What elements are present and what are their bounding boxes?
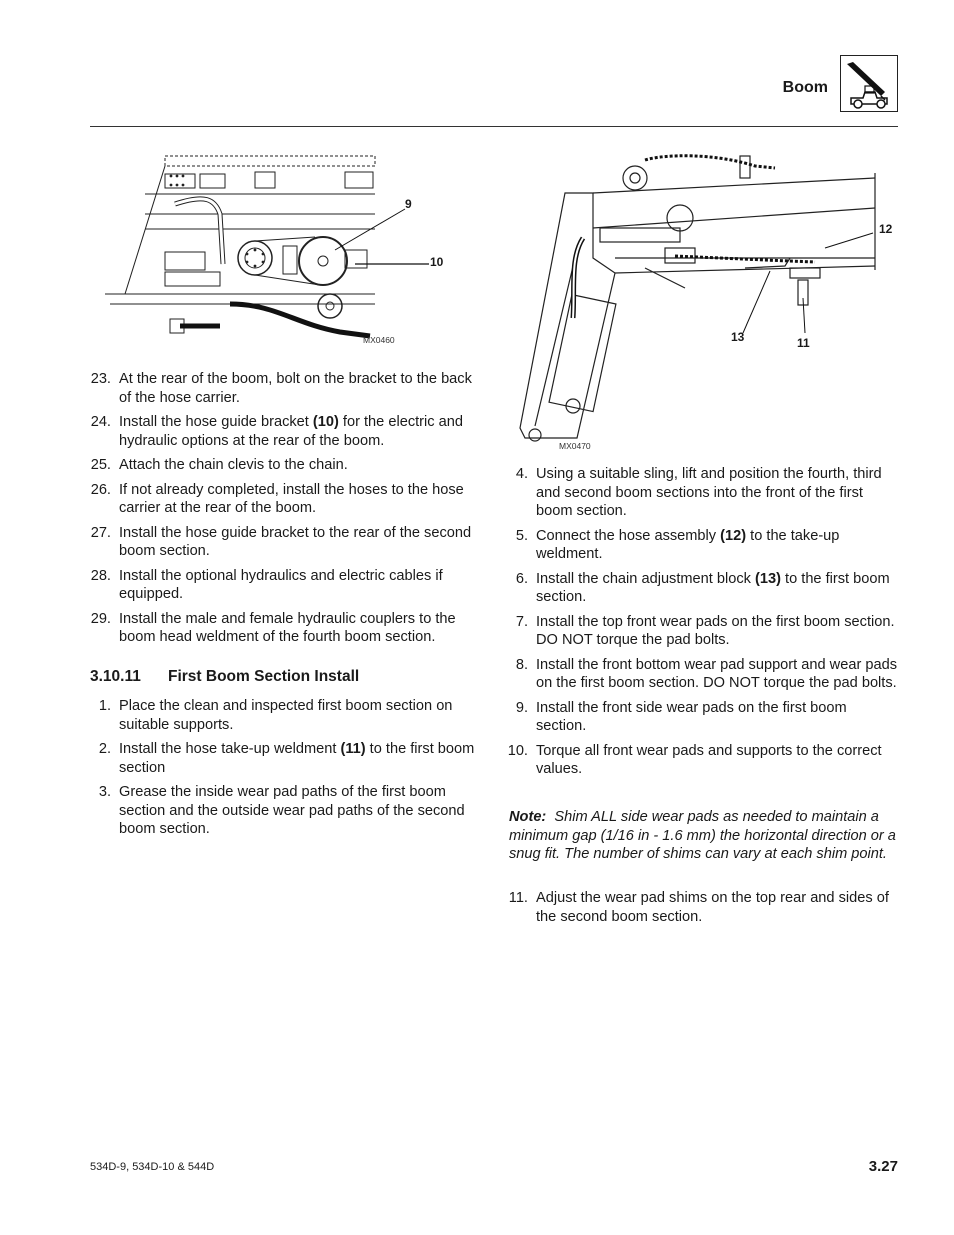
section-heading: 3.10.11 First Boom Section Install: [90, 668, 360, 685]
figure-hose-carrier: [105, 154, 435, 349]
list-item: 8. Install the front bottom wear pad support and wear pads on the first boom section. DO NOT torque the pad bolts.: [515, 656, 898, 691]
list-item: 24. Install the hose guide bracket (10) for the electric and hydraulic options at the rear of the boom.: [90, 414, 463, 449]
list-item: 11. Adjust the wear pad shims on the top rear and sides of the second boom section.: [508, 890, 889, 925]
note-label: Note:: [509, 809, 547, 825]
header-divider: [90, 126, 898, 127]
list-item: 4. Using a suitable sling, lift and position the fourth, third and second boom sections into the front of the first boom section.: [515, 466, 882, 519]
procedure-steps-final: [507, 889, 901, 932]
list-item: 9. Install the front side wear pads on the first boom section.: [515, 699, 847, 734]
list-item: 3. Grease the inside wear pad paths of the first boom section and the outside wear pad paths of the second boom section.: [98, 784, 465, 837]
callout-11: 11: [797, 336, 810, 350]
procedure-steps-section: [90, 697, 480, 845]
list-item: 27. Install the hose guide bracket to the rear of the second boom section.: [90, 524, 472, 559]
callout-12: 12: [879, 222, 893, 236]
procedure-steps-left: [90, 370, 480, 653]
list-item: 7. Install the top front wear pads on the first boom section. DO NOT torque the pad bolts.: [515, 613, 895, 648]
figure-boom-sections: [515, 148, 895, 448]
list-item: 2. Install the hose take-up weldment (11) to the first boom section: [98, 741, 475, 776]
list-item: 23. At the rear of the boom, bolt on the bracket to the back of the hose carrier.: [90, 371, 472, 406]
page-number: 3.27: [868, 1158, 898, 1175]
boom-loader-icon: [840, 55, 898, 112]
note-text: Shim ALL side wear pads as needed to maintain a minimum gap (1/16 in - 1.6 mm) the horizontal direction or a snug fit. The number of shims can vary at each shim point.: [509, 809, 896, 862]
procedure-steps-right: [507, 465, 901, 785]
callout-9: 9: [405, 197, 412, 211]
list-item: 6. Install the chain adjustment block (13) to the first boom section.: [515, 570, 890, 605]
list-item: 28. Install the optional hydraulics and electric cables if equipped.: [90, 567, 443, 602]
list-item: 25. Attach the chain clevis to the chain.: [90, 457, 348, 473]
list-item: 29. Install the male and female hydraulic couplers to the boom head weldment of the fourth boom section.: [90, 610, 456, 645]
section-header-title: Boom: [782, 79, 828, 96]
list-item: 10. Torque all front wear pads and supports to the correct values.: [507, 742, 882, 777]
note-block: [509, 808, 901, 864]
list-item: 5. Connect the hose assembly (12) to the take-up weldment.: [515, 527, 840, 562]
footer-model-list: 534D-9, 534D-10 & 544D: [90, 1161, 215, 1173]
list-item: 1. Place the clean and inspected first boom section on suitable supports.: [98, 698, 453, 733]
figure-code: MX0460: [363, 335, 395, 345]
list-item: 26. If not already completed, install the hoses to the hose carrier at the rear of the boom.: [90, 481, 464, 516]
callout-10: 10: [430, 255, 444, 269]
callout-13: 13: [731, 330, 745, 344]
figure-code: MX0470: [559, 441, 591, 451]
